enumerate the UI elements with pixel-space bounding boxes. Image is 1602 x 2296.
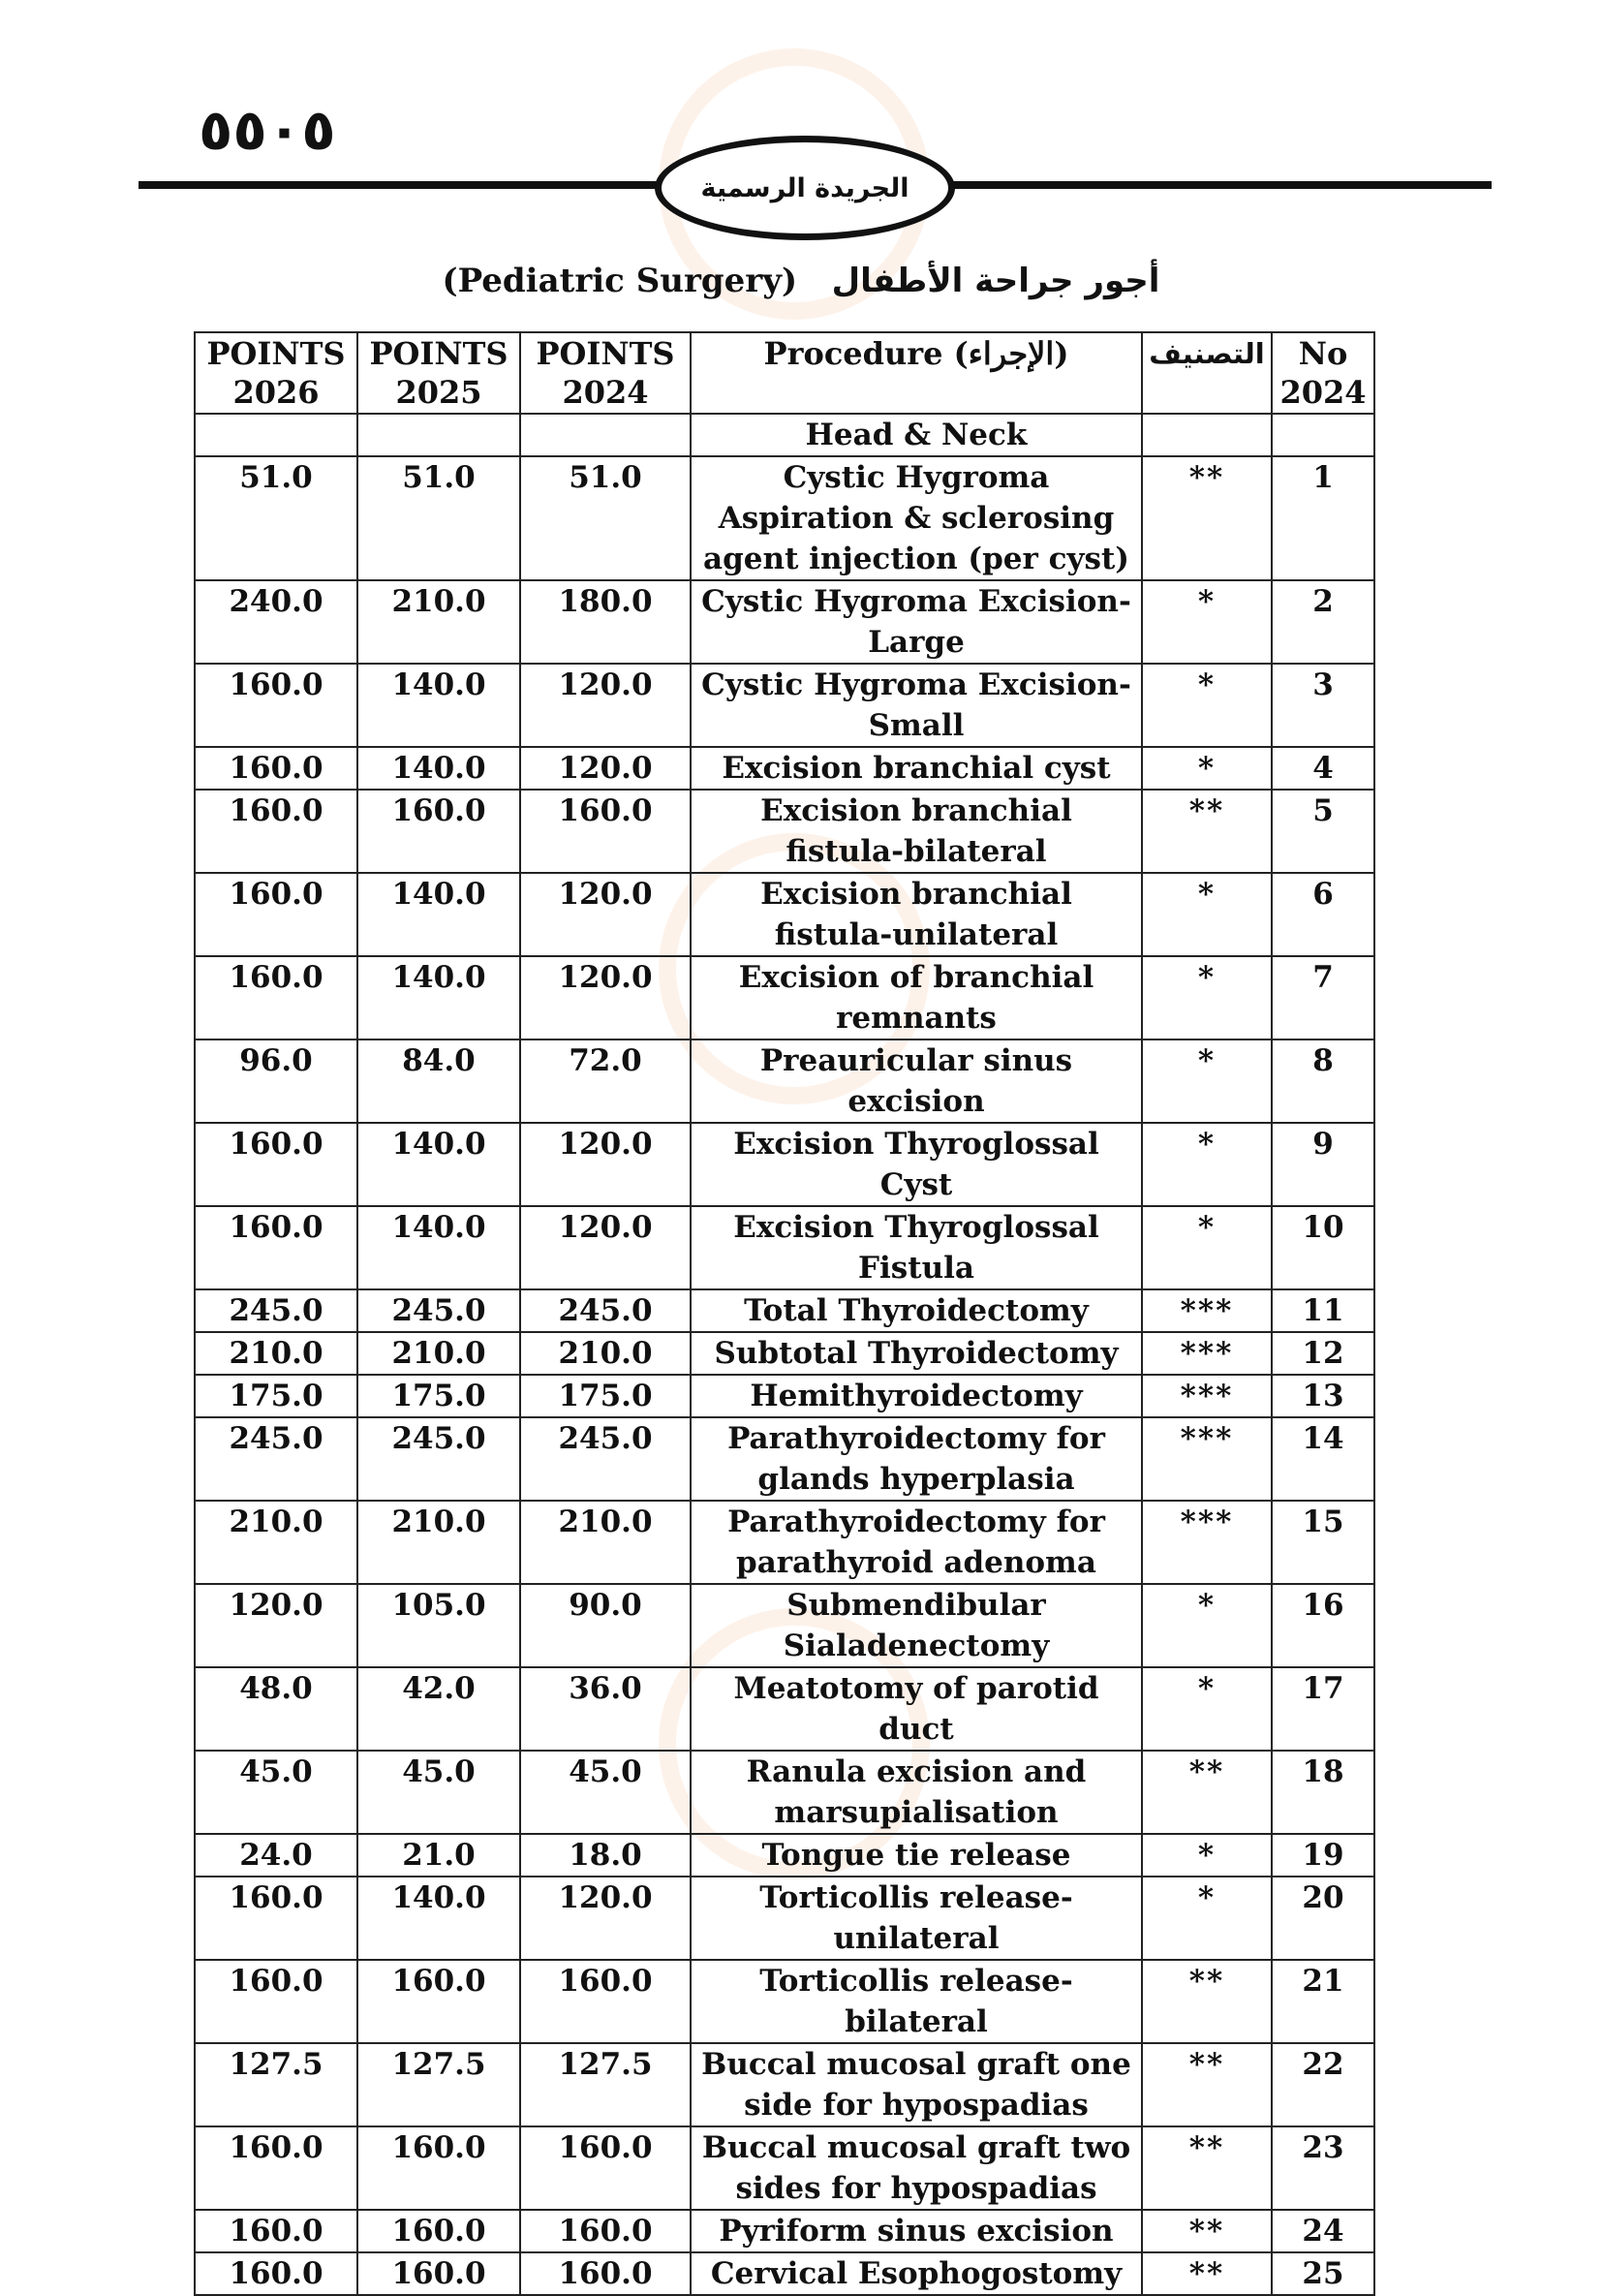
points-2026-cell: 160.0 xyxy=(195,1877,357,1960)
procedure-cell: Excision of branchial remnants xyxy=(691,956,1142,1039)
section-heading: Head & Neck xyxy=(691,414,1142,456)
classification-cell: *** xyxy=(1142,1417,1272,1501)
points-2026-cell: 160.0 xyxy=(195,2210,357,2252)
classification-cell: ** xyxy=(1142,2043,1272,2126)
number-cell: 21 xyxy=(1272,1960,1374,2043)
procedure-cell: Excision branchial fistula-bilateral xyxy=(691,790,1142,873)
points-2025-cell: 140.0 xyxy=(357,956,520,1039)
points-2024-cell: 120.0 xyxy=(520,664,691,747)
points-2026-cell: 120.0 xyxy=(195,1584,357,1667)
classification-cell: *** xyxy=(1142,1332,1272,1375)
procedure-cell: Subtotal Thyroidectomy xyxy=(691,1332,1142,1375)
points-2026-cell: 24.0 xyxy=(195,1834,357,1877)
col-classification: التصنيف xyxy=(1142,332,1272,414)
classification-cell: * xyxy=(1142,1667,1272,1751)
procedure-cell: Excision branchial cyst xyxy=(691,747,1142,790)
classification-cell: *** xyxy=(1142,1501,1272,1584)
classification-cell: * xyxy=(1142,1834,1272,1877)
table-row xyxy=(195,2210,1374,2252)
points-2026-cell: 160.0 xyxy=(195,873,357,956)
number-cell: 16 xyxy=(1272,1584,1374,1667)
fees-table xyxy=(194,331,1375,2296)
points-2026-cell: 160.0 xyxy=(195,1206,357,1289)
page-title xyxy=(0,262,1602,300)
points-2024-cell: 90.0 xyxy=(520,1584,691,1667)
header-rule-right xyxy=(949,181,1492,189)
classification-cell: * xyxy=(1142,1039,1272,1123)
table-row xyxy=(195,2126,1374,2210)
number-cell: 5 xyxy=(1272,790,1374,873)
classification-cell: *** xyxy=(1142,1375,1272,1417)
points-2026-cell: 160.0 xyxy=(195,2126,357,2210)
col-no: No 2024 xyxy=(1272,332,1374,414)
table-row xyxy=(195,1751,1374,1834)
col-procedure: Procedure (الإجراء) xyxy=(691,332,1142,414)
points-2026-cell: 245.0 xyxy=(195,1289,357,1332)
classification-cell: ** xyxy=(1142,2210,1272,2252)
points-2024-cell: 120.0 xyxy=(520,956,691,1039)
number-cell: 25 xyxy=(1272,2252,1374,2295)
table-row xyxy=(195,1206,1374,1289)
table-row xyxy=(195,1667,1374,1751)
points-2026-cell: 160.0 xyxy=(195,1960,357,2043)
points-2026-cell: 160.0 xyxy=(195,747,357,790)
points-2024-cell: 127.5 xyxy=(520,2043,691,2126)
table-row xyxy=(195,1332,1374,1375)
number-cell: 20 xyxy=(1272,1877,1374,1960)
points-2024-cell: 245.0 xyxy=(520,1417,691,1501)
procedure-cell: Torticollis release- bilateral xyxy=(691,1960,1142,2043)
procedure-cell: Parathyroidectomy for parathyroid adenoma xyxy=(691,1501,1142,1584)
table-row xyxy=(195,1289,1374,1332)
points-2024-cell: 45.0 xyxy=(520,1751,691,1834)
points-2026-cell: 160.0 xyxy=(195,2252,357,2295)
points-2025-cell: 160.0 xyxy=(357,2210,520,2252)
procedure-cell: Hemithyroidectomy xyxy=(691,1375,1142,1417)
procedure-cell: Cervical Esophogostomy xyxy=(691,2252,1142,2295)
number-cell: 13 xyxy=(1272,1375,1374,1417)
points-2024-cell: 72.0 xyxy=(520,1039,691,1123)
table-row xyxy=(195,1501,1374,1584)
title-arabic: أجور جراحة الأطفال xyxy=(831,262,1160,300)
procedure-cell: Torticollis release-unilateral xyxy=(691,1877,1142,1960)
table-row xyxy=(195,1375,1374,1417)
points-2026-cell: 96.0 xyxy=(195,1039,357,1123)
table-row xyxy=(195,456,1374,580)
table-row xyxy=(195,1877,1374,1960)
points-2026-cell: 245.0 xyxy=(195,1417,357,1501)
points-2025-cell: 84.0 xyxy=(357,1039,520,1123)
procedure-cell: Buccal mucosal graft two sides for hypospadias xyxy=(691,2126,1142,2210)
table-row xyxy=(195,1039,1374,1123)
points-2024-cell: 120.0 xyxy=(520,1877,691,1960)
procedure-cell: Excision Thyroglossal Fistula xyxy=(691,1206,1142,1289)
col-points-2024: POINTS 2024 xyxy=(520,332,691,414)
classification-cell: * xyxy=(1142,664,1272,747)
table-row xyxy=(195,1123,1374,1206)
table-row xyxy=(195,1960,1374,2043)
points-2026-cell: 175.0 xyxy=(195,1375,357,1417)
number-cell: 24 xyxy=(1272,2210,1374,2252)
table-row xyxy=(195,747,1374,790)
points-2024-cell: 175.0 xyxy=(520,1375,691,1417)
number-cell: 7 xyxy=(1272,956,1374,1039)
procedure-cell: Cystic Hygroma Excision-Small xyxy=(691,664,1142,747)
points-2026-cell: 160.0 xyxy=(195,664,357,747)
number-cell: 18 xyxy=(1272,1751,1374,1834)
procedure-cell: Total Thyroidectomy xyxy=(691,1289,1142,1332)
classification-cell: ** xyxy=(1142,790,1272,873)
points-2025-cell: 160.0 xyxy=(357,1960,520,2043)
number-cell: 23 xyxy=(1272,2126,1374,2210)
points-2024-cell: 245.0 xyxy=(520,1289,691,1332)
procedure-cell: Meatotomy of parotid duct xyxy=(691,1667,1142,1751)
classification-cell: * xyxy=(1142,1206,1272,1289)
points-2024-cell: 51.0 xyxy=(520,456,691,580)
points-2024-cell: 160.0 xyxy=(520,2252,691,2295)
number-cell: 12 xyxy=(1272,1332,1374,1375)
points-2026-cell: 210.0 xyxy=(195,1501,357,1584)
procedure-cell: Buccal mucosal graft one side for hypospadias xyxy=(691,2043,1142,2126)
classification-cell: * xyxy=(1142,956,1272,1039)
classification-cell: * xyxy=(1142,747,1272,790)
procedure-cell: Excision branchial fistula-unilateral xyxy=(691,873,1142,956)
number-cell: 19 xyxy=(1272,1834,1374,1877)
number-cell: 11 xyxy=(1272,1289,1374,1332)
classification-cell: * xyxy=(1142,873,1272,956)
number-cell: 9 xyxy=(1272,1123,1374,1206)
number-cell: 17 xyxy=(1272,1667,1374,1751)
procedure-cell: Pyriform sinus excision xyxy=(691,2210,1142,2252)
points-2026-cell: 160.0 xyxy=(195,790,357,873)
points-2025-cell: 45.0 xyxy=(357,1751,520,1834)
number-cell: 15 xyxy=(1272,1501,1374,1584)
points-2025-cell: 127.5 xyxy=(357,2043,520,2126)
section-row xyxy=(195,414,1374,456)
number-cell: 3 xyxy=(1272,664,1374,747)
table-row xyxy=(195,956,1374,1039)
col-points-2025: POINTS 2025 xyxy=(357,332,520,414)
procedure-cell: Submendibular Sialadenectomy xyxy=(691,1584,1142,1667)
classification-cell: ** xyxy=(1142,1751,1272,1834)
points-2024-cell: 160.0 xyxy=(520,790,691,873)
header-rule-left xyxy=(139,181,662,189)
points-2024-cell: 210.0 xyxy=(520,1501,691,1584)
procedure-cell: Excision Thyroglossal Cyst xyxy=(691,1123,1142,1206)
points-2026-cell: 127.5 xyxy=(195,2043,357,2126)
points-2025-cell: 140.0 xyxy=(357,747,520,790)
points-2025-cell: 245.0 xyxy=(357,1289,520,1332)
points-2025-cell: 160.0 xyxy=(357,2252,520,2295)
points-2025-cell: 210.0 xyxy=(357,1332,520,1375)
table-row xyxy=(195,2252,1374,2295)
col-points-2026: POINTS 2026 xyxy=(195,332,357,414)
points-2026-cell: 240.0 xyxy=(195,580,357,664)
points-2026-cell: 210.0 xyxy=(195,1332,357,1375)
classification-cell: ** xyxy=(1142,456,1272,580)
classification-cell: * xyxy=(1142,580,1272,664)
points-2025-cell: 160.0 xyxy=(357,2126,520,2210)
points-2024-cell: 120.0 xyxy=(520,747,691,790)
points-2026-cell: 51.0 xyxy=(195,456,357,580)
number-cell: 6 xyxy=(1272,873,1374,956)
points-2025-cell: 210.0 xyxy=(357,580,520,664)
classification-cell: * xyxy=(1142,1584,1272,1667)
points-2026-cell: 160.0 xyxy=(195,956,357,1039)
points-2025-cell: 140.0 xyxy=(357,664,520,747)
procedure-cell: Preauricular sinus excision xyxy=(691,1039,1142,1123)
points-2024-cell: 120.0 xyxy=(520,1123,691,1206)
points-2025-cell: 42.0 xyxy=(357,1667,520,1751)
points-2025-cell: 140.0 xyxy=(357,1206,520,1289)
points-2024-cell: 180.0 xyxy=(520,580,691,664)
points-2026-cell: 45.0 xyxy=(195,1751,357,1834)
table-row xyxy=(195,873,1374,956)
table-row xyxy=(195,1417,1374,1501)
points-2024-cell: 160.0 xyxy=(520,1960,691,2043)
table-row xyxy=(195,1584,1374,1667)
table-row xyxy=(195,2043,1374,2126)
points-2024-cell: 36.0 xyxy=(520,1667,691,1751)
points-2025-cell: 160.0 xyxy=(357,790,520,873)
points-2025-cell: 21.0 xyxy=(357,1834,520,1877)
points-2024-cell: 160.0 xyxy=(520,2126,691,2210)
procedure-cell: Cystic Hygroma Excision-Large xyxy=(691,580,1142,664)
table-row xyxy=(195,1834,1374,1877)
points-2024-cell: 210.0 xyxy=(520,1332,691,1375)
classification-cell: *** xyxy=(1142,1289,1272,1332)
number-cell: 2 xyxy=(1272,580,1374,664)
points-2025-cell: 105.0 xyxy=(357,1584,520,1667)
points-2026-cell: 48.0 xyxy=(195,1667,357,1751)
classification-cell: * xyxy=(1142,1123,1272,1206)
procedure-cell: Tongue tie release xyxy=(691,1834,1142,1877)
points-2025-cell: 210.0 xyxy=(357,1501,520,1584)
points-2025-cell: 140.0 xyxy=(357,1877,520,1960)
table-row xyxy=(195,580,1374,664)
number-cell: 10 xyxy=(1272,1206,1374,1289)
points-2025-cell: 175.0 xyxy=(357,1375,520,1417)
classification-cell: ** xyxy=(1142,2126,1272,2210)
number-cell: 8 xyxy=(1272,1039,1374,1123)
classification-cell: * xyxy=(1142,1877,1272,1960)
points-2025-cell: 245.0 xyxy=(357,1417,520,1501)
table-header-row xyxy=(195,332,1374,414)
points-2024-cell: 160.0 xyxy=(520,2210,691,2252)
number-cell: 1 xyxy=(1272,456,1374,580)
page-number: ٥٥٠٥ xyxy=(199,97,336,163)
procedure-cell: Ranula excision and marsupialisation xyxy=(691,1751,1142,1834)
classification-cell: ** xyxy=(1142,2252,1272,2295)
points-2025-cell: 51.0 xyxy=(357,456,520,580)
table-row xyxy=(195,790,1374,873)
points-2025-cell: 140.0 xyxy=(357,1123,520,1206)
classification-cell: ** xyxy=(1142,1960,1272,2043)
gazette-masthead: الجريدة الرسمية xyxy=(655,136,955,240)
title-english: (Pediatric Surgery) xyxy=(442,262,798,300)
points-2024-cell: 120.0 xyxy=(520,873,691,956)
points-2025-cell: 140.0 xyxy=(357,873,520,956)
points-2024-cell: 18.0 xyxy=(520,1834,691,1877)
points-2024-cell: 120.0 xyxy=(520,1206,691,1289)
procedure-cell: Parathyroidectomy for glands hyperplasia xyxy=(691,1417,1142,1501)
number-cell: 22 xyxy=(1272,2043,1374,2126)
procedure-cell: Cystic Hygroma Aspiration & sclerosing agent injection (per cyst) xyxy=(691,456,1142,580)
number-cell: 14 xyxy=(1272,1417,1374,1501)
points-2026-cell: 160.0 xyxy=(195,1123,357,1206)
table-row xyxy=(195,664,1374,747)
number-cell: 4 xyxy=(1272,747,1374,790)
